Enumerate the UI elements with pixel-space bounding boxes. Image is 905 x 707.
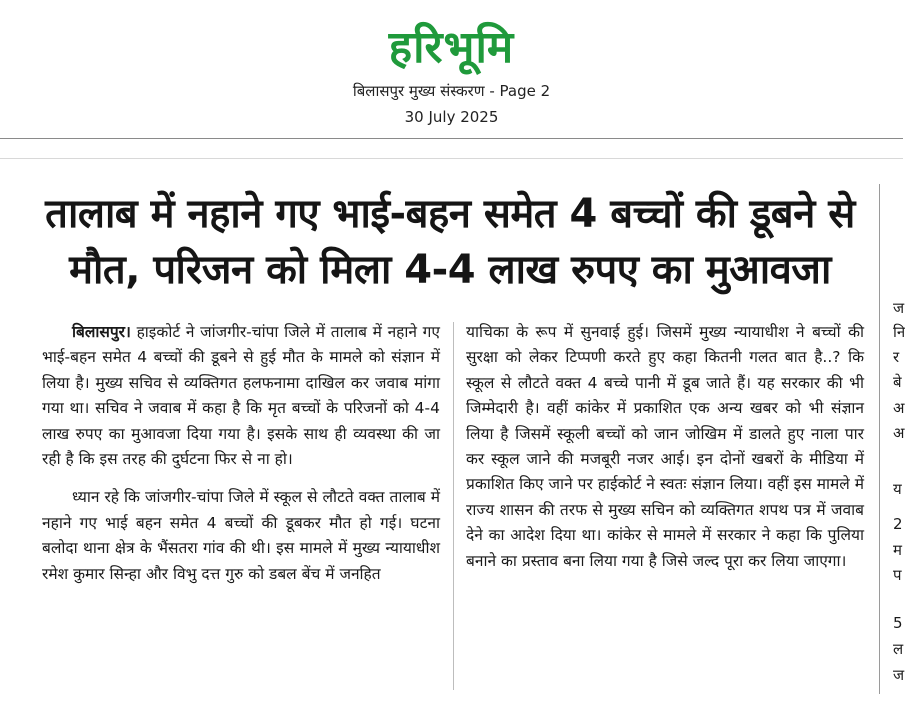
fragment-line: ज: [893, 666, 905, 684]
newspaper-logo: हरिभूमि: [388, 22, 515, 73]
article-column-2: [466, 320, 864, 574]
fragment-line: अ: [893, 424, 905, 442]
article-column-1: [42, 320, 440, 587]
section-divider: [0, 158, 903, 159]
fragment-line: प: [893, 566, 902, 584]
article-dateline: बिलासपुर।: [72, 323, 131, 341]
paragraph-text: हाइकोर्ट ने जांजगीर-चांपा जिले में तालाब में नहाने गए भाई-बहन समेत 4 बच्चों की डूबने से हुई मौत के मामले को संज्ञान में लिया है। मुख्य सचिव से व्यक्तिगत हलफनामा दाखिल कर जवाब मांगा गया था। सचिव ने जवाब में कहा है कि मृत बच्चों के परिजनों को 4-4 लाख रुपए का मुआवजा दिया गया है। इसके साथ ही व्यवस्था की जा रही है कि इस तरह की दुर्घटना फिर से ना हो।: [42, 323, 440, 469]
article-paragraph: [42, 320, 440, 472]
fragment-line: नि: [893, 323, 905, 341]
fragment-line: बे: [893, 373, 902, 391]
masthead: [0, 0, 903, 138]
fragment-line: अ: [893, 399, 905, 417]
article-paragraph: ध्यान रहे कि जांजगीर-चांपा जिले में स्कूल से लौटते वक्त तालाब में नहाने गए भाई बहन समेत 4 बच्चों की डूबकर मौत हो गई। घटना बलोदा थाना क्षेत्र के भैंसतरा गांव की थी। इस मामले में मुख्य न्यायाधीश रमेश कुमार सिन्हा और विभु दत्त गुरु को डबल बेंच में जनहित: [42, 488, 440, 583]
fragment-line: ज: [893, 299, 905, 317]
fragment-line: र: [893, 348, 900, 366]
edition-label: बिलासपुर मुख्य संस्करण - Page 2: [352, 82, 551, 100]
adjacent-article-divider: [879, 184, 880, 694]
masthead-divider: [0, 138, 903, 139]
fragment-line: य: [893, 480, 902, 498]
article-headline: तालाब में नहाने गए भाई-बहन समेत 4 बच्चों की डूबने से मौत, परिजन को मिला 4-4 लाख रुपए का मुआवजा: [45, 191, 855, 293]
fragment-line: म: [893, 541, 902, 559]
article-paragraph: याचिका के रूप में सुनवाई हुई। जिसमें मुख्य न्यायाधीश ने बच्चों की सुरक्षा को लेकर टिप्पणी करते हुए कहा कितनी गलत बात है..? कि स्कूल से लौटते वक्त 4 बच्चे पानी में डूब जाते हैं। यह सरकार की भी जिम्मेदारी है। वहीं कांकेर में प्रकाशित एक अन्य खबर को भी संज्ञान लिया है जिसमें स्कूली बच्चों को जान जोखिम में डालते हुए नाला पार कर स्कूल जाने की मजबूरी नजर आई। इन दोनों खबरों के मीडिया में प्रकाशित किए जाने पर हाईकोर्ट ने स्वतः संज्ञान लिया। वहीं इस मामले में राज्य शासन की तरफ से मुख्य सचिन को व्यक्तिगत शपथ पत्र में जवाब देने का आदेश दिया था। कांकेर से मामले में सरकार ने कहा कि पुलिया बनाने का प्रस्ताव बना लिया गया है जिसे जल्द पूरा कर लिया जाएगा।: [466, 323, 864, 570]
fragment-line: ल: [893, 640, 904, 658]
column-divider: [453, 322, 454, 690]
edition-date: 30 July 2025: [404, 108, 499, 126]
fragment-line: 5: [893, 614, 903, 632]
fragment-line: 2: [893, 515, 903, 533]
